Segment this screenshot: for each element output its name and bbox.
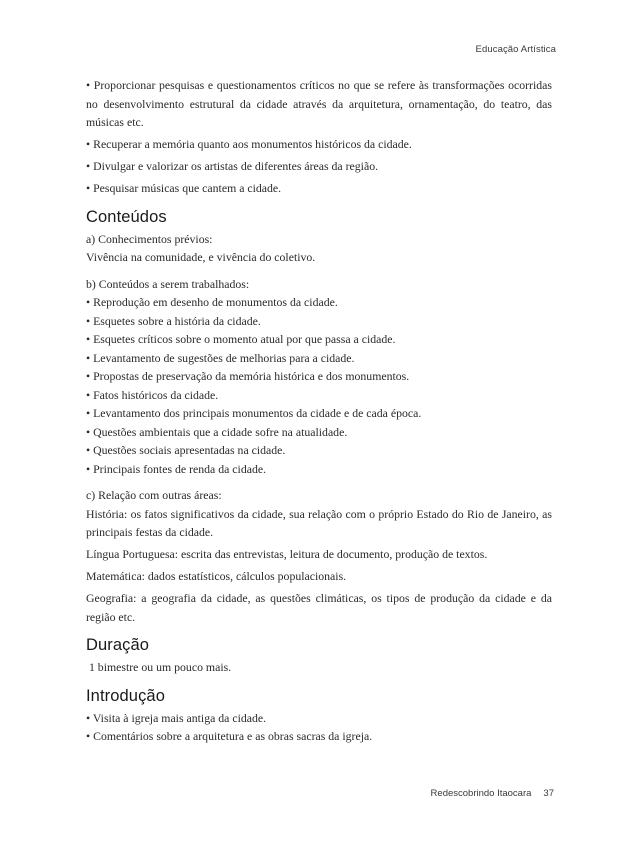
list-item: • Levantamento de sugestões de melhorias para a cidade. (86, 350, 355, 365)
list-item: • Esquetes sobre a história da cidade. (86, 313, 261, 328)
page-footer (431, 788, 554, 799)
subsection-label: b) Conteúdos a serem trabalhados: (86, 276, 250, 291)
footer-book-title: Redescobrindo Itaocara (430, 788, 532, 799)
paragraph: 1 bimestre ou um pouco mais. (86, 660, 232, 674)
objective-item: • Divulgar e valorizar os artistas de diferentes áreas da região. (86, 159, 379, 173)
section-heading-conteudos: Conteúdos (86, 207, 167, 226)
list-item: • Comentários sobre a arquitetura e as obras sacras da igreja. (86, 729, 373, 743)
paragraph: História: os fatos significativos da cidade, sua relação com o próprio Estado do Rio de Janeiro, as principais festas da cidade. (86, 506, 552, 539)
objective-item: • Proporcionar pesquisas e questionamentos críticos no que se refere às transformações ocorridas no desenvolvimento estrutural da cidade através da arquitetura, ornamentação, do teatro, das músicas etc. (86, 78, 552, 129)
list-item: • Levantamento dos principais monumentos da cidade e de cada época. (86, 406, 422, 420)
subsection-label: c) Relação com outras áreas: (86, 488, 222, 502)
page-body (86, 76, 552, 749)
objective-item: • Pesquisar músicas que cantem a cidade. (86, 181, 282, 195)
list-item: • Fatos históricos da cidade. (86, 387, 219, 402)
running-header: Educação Artística (475, 44, 556, 55)
section-heading-duracao: Duração (86, 636, 150, 654)
list-item: • Visita à igreja mais antiga da cidade. (86, 710, 267, 725)
page-number: 37 (543, 788, 554, 799)
objective-item: • Recuperar a memória quanto aos monumentos históricos da cidade. (86, 137, 412, 151)
section-heading-introducao: Introdução (86, 686, 165, 705)
list-item: • Principais fontes de renda da cidade. (86, 461, 267, 476)
list-item: • Questões ambientais que a cidade sofre na atualidade. (86, 424, 348, 439)
list-item: • Questões sociais apresentadas na cidade. (86, 443, 286, 457)
paragraph: Língua Portuguesa: escrita das entrevistas, leitura de documento, produção de textos. (86, 547, 488, 561)
paragraph: Geografia: a geografia da cidade, as questões climáticas, os tipos de produção da cidade e da região etc. (86, 591, 552, 624)
paragraph: Matemática: dados estatísticos, cálculos populacionais. (86, 569, 347, 583)
list-item: • Reprodução em desenho de monumentos da cidade. (86, 295, 338, 309)
list-item: • Propostas de preservação da memória histórica e dos monumentos. (86, 369, 410, 383)
subsection-label: a) Conhecimentos prévios: (86, 231, 213, 246)
list-item: • Esquetes críticos sobre o momento atual por que passa a cidade. (86, 332, 396, 346)
paragraph: Vivência na comunidade, e vivência do coletivo. (86, 250, 316, 264)
